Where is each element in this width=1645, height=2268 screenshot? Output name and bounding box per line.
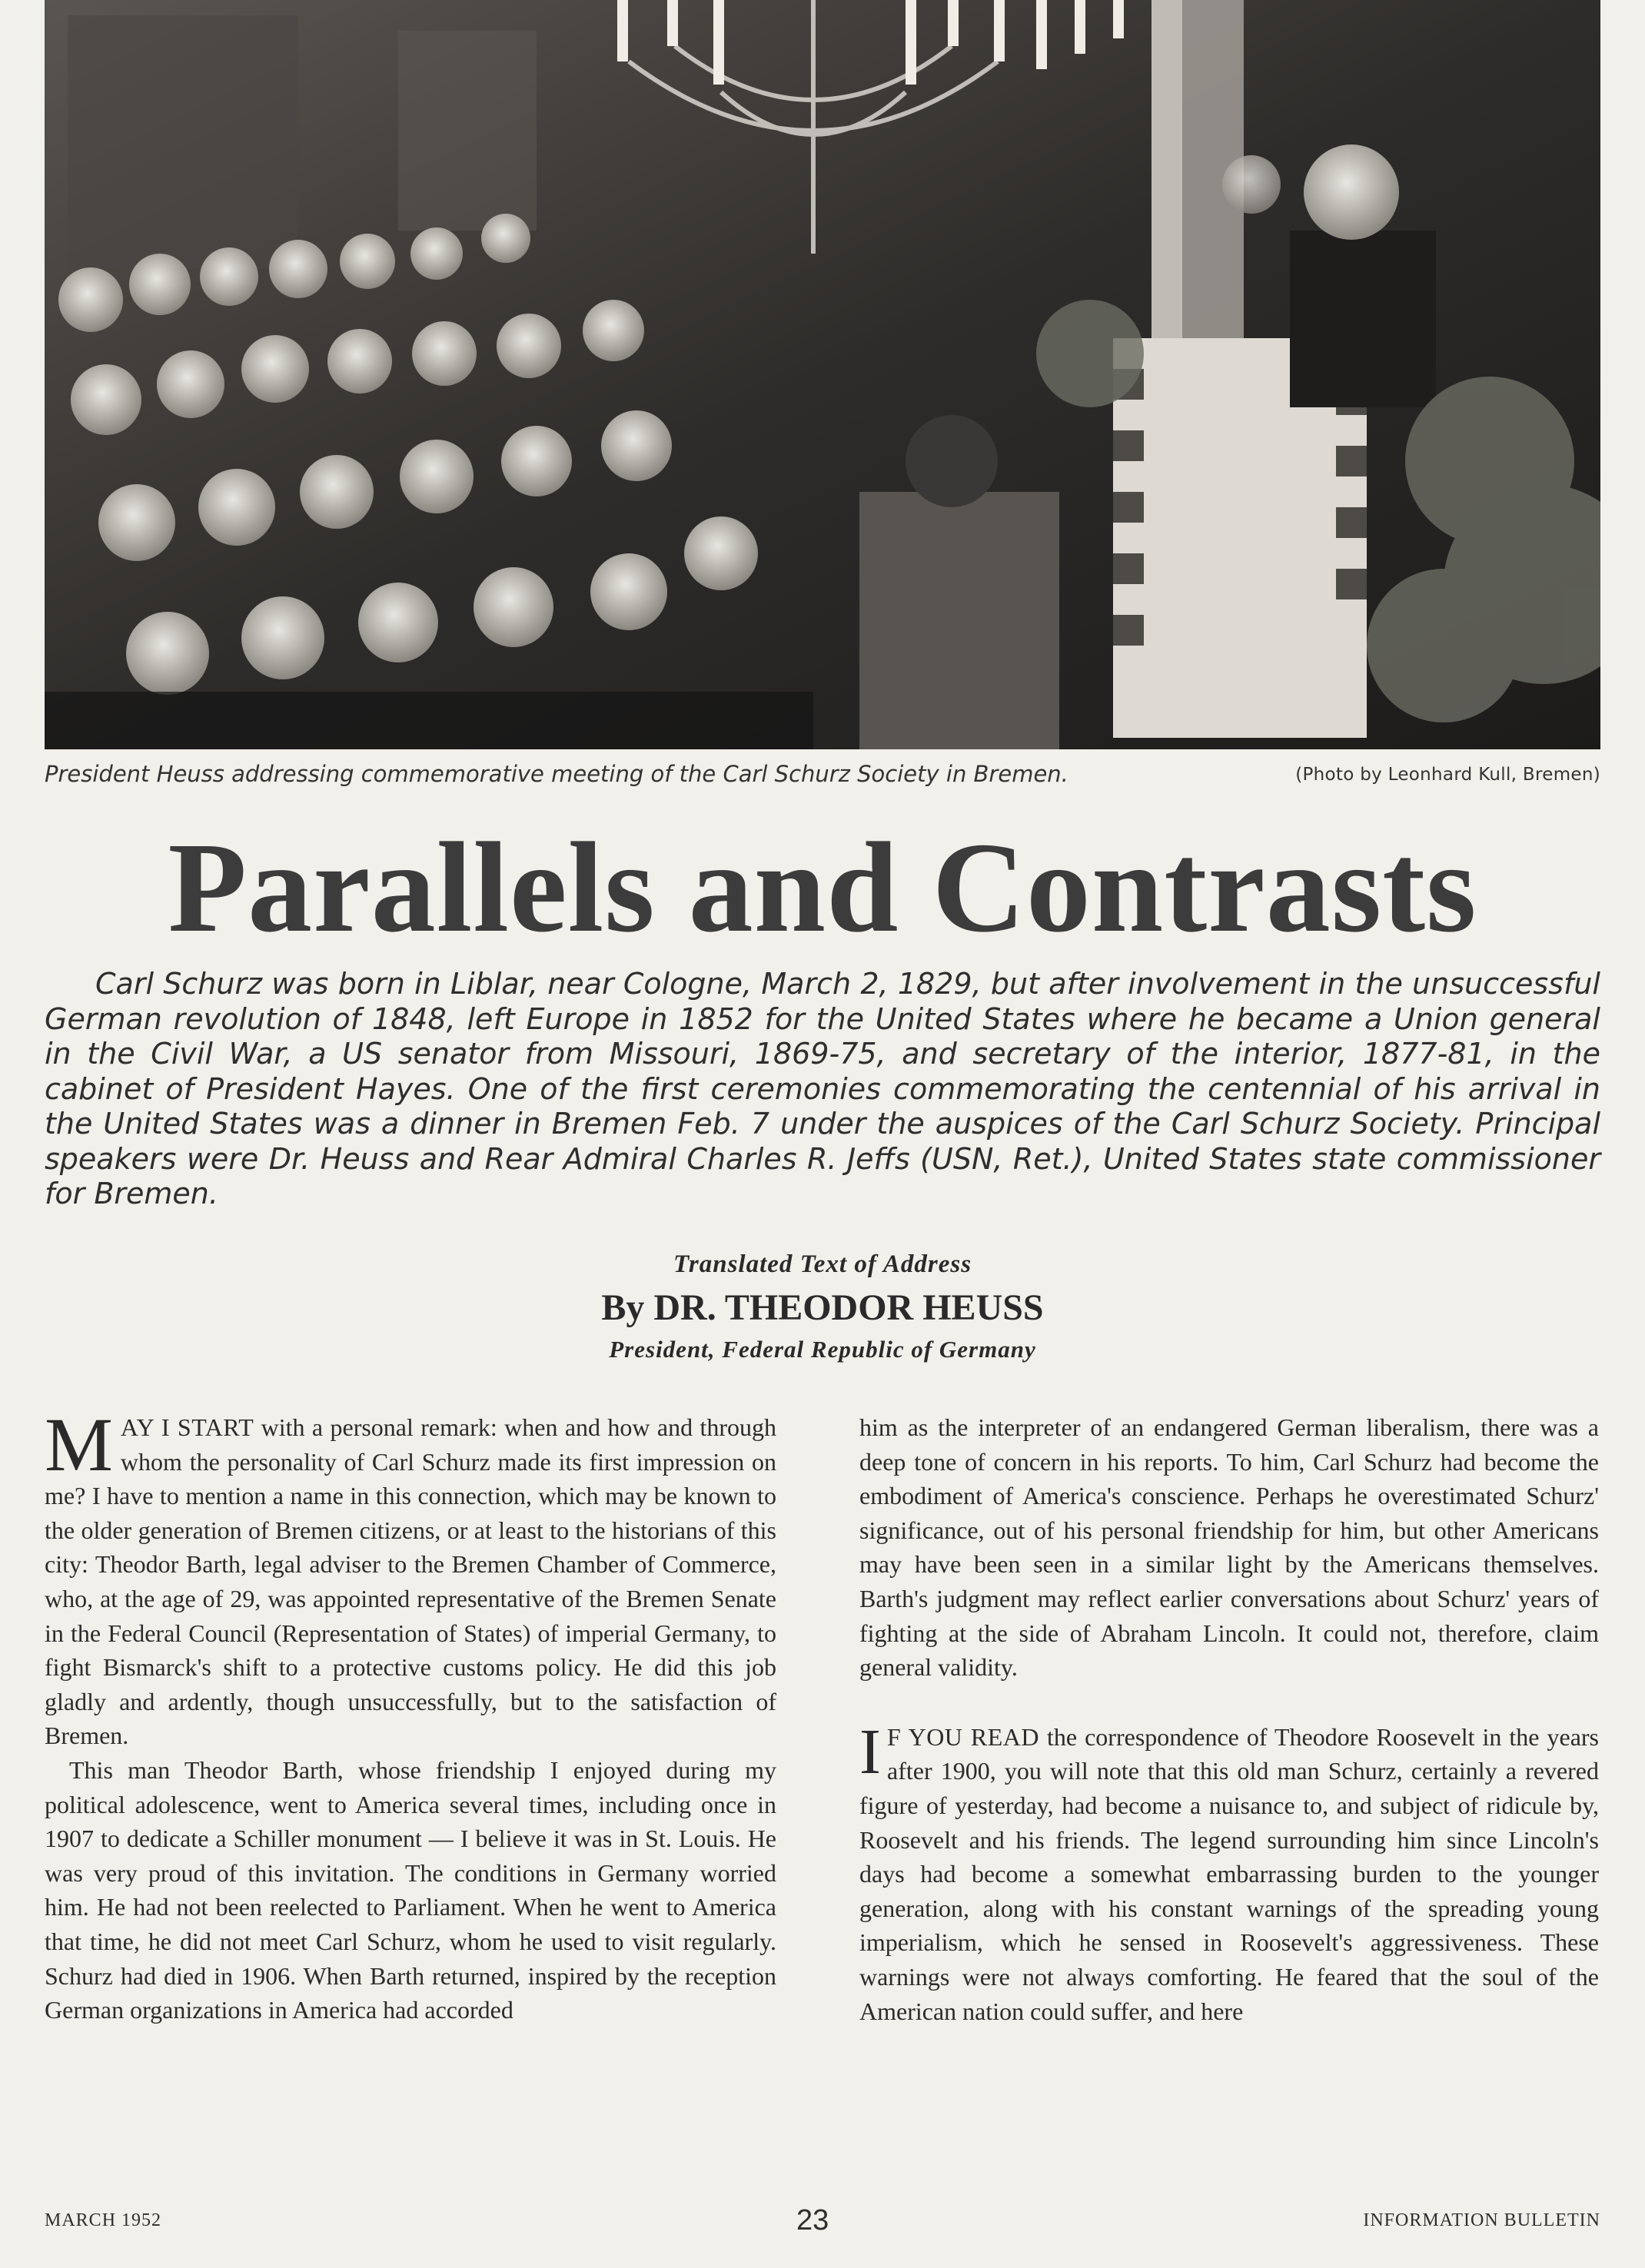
- caption-text: President Heuss addressing commemorative meeting of the Carl Schurz Society in Bremen.: [45, 761, 1068, 787]
- publication-name: INFORMATION BULLETIN: [1363, 2210, 1600, 2230]
- issue-date: MARCH 1952: [45, 2210, 162, 2230]
- paragraph: him as the interpreter of an endangered German liberalism, there was a deep tone of concern in his reports. To him, Carl Schurz had become the embodiment of America's conscience. Perhaps he overestimated Schurz' significance, out of his personal friendship for him, but other Americans may have been seen in a similar light by the Americans themselves. Barth's judgment may reflect earlier conversations about Schurz' years of fighting at the side of Abraham Lincoln. It could not, therefore, claim general validity.: [859, 1413, 1599, 1682]
- left-column: [45, 1402, 777, 2027]
- paragraph: [859, 1715, 1599, 2028]
- translated-label: Translated Text of Address: [673, 1250, 972, 1278]
- drop-cap: I: [859, 1715, 881, 1788]
- author-name: By DR. THEODOR HEUSS: [601, 1287, 1044, 1328]
- page-number: 23: [796, 2204, 829, 2236]
- event-photograph: [45, 0, 1600, 749]
- lead-in: F YOU READ: [886, 1722, 1040, 1751]
- drop-cap: M: [45, 1402, 113, 1487]
- paragraph-text: with a personal remark: when and how and through whom the personality of Carl Schurz made its first impression on me? I have to mention a name in this connection, which may be known to the older generation of Bremen citizens, or at least to the historians of this city: Theodor Barth, legal adviser to the Bremen Chamber of Commerce, who, at the age of 29, was appointed representative of the Bremen Senate in the Federal Council (Representation of States) of imperial Germany, to fight Bismarck's shift to a protective customs policy. He did this job gladly and ardently, though unsuccessfully, but to the satisfaction of Bremen.: [45, 1413, 777, 1750]
- paragraph-text: the correspondence of Theodore Roosevelt in the years after 1900, you will note that this old man Schurz, certainly a revered figure of yesterday, had become a nuisance to, and subject of ridicule by, Roosevelt and his friends. The legend surrounding him since Lincoln's days had become a somewhat embarrassing burden to the younger generation, along with his constant warnings of the spreading young imperialism, which he sensed in Roosevelt's aggressiveness. These warnings were not always comforting. He feared that the soul of the American nation could suffer, and here: [859, 1722, 1599, 2025]
- photo-illustration: [45, 0, 1600, 749]
- right-column: [859, 1410, 1599, 2028]
- article-title: Parallels and Contrasts: [168, 816, 1477, 959]
- byline-block: [0, 1245, 1645, 1366]
- paragraph: This man Theodor Barth, whose friendship I enjoyed during my political adolescence, went to America several times, including once in 1907 to dedicate a Schiller monument — I believe it was in St. Louis. He was very proud of this invitation. The conditions in Germany worried him. He had not been reelected to Parliament. When he went to America that time, he did not meet Carl Schurz, whom he used to visit regularly. Schurz had died in 1906. When Barth returned, inspired by the reception German organizations in America had accorded: [45, 1755, 776, 2024]
- photo-caption: [45, 761, 1600, 792]
- author-role: President, Federal Republic of Germany: [609, 1336, 1036, 1363]
- paragraph: [45, 1402, 777, 1753]
- photo-credit: (Photo by Leonhard Kull, Bremen): [1295, 765, 1600, 785]
- lead-in: AY I START: [120, 1413, 254, 1441]
- article-intro: Carl Schurz was born in Liblar, near Cologne, March 2, 1829, but after involvement in the unsuccessful German revolution of 1848, left Europe in 1852 for the United States where he became a Union general in the Civil War, a US senator from Missouri, 1869-75, and secretary of the interior, 1877-81, in the cabinet of President Hayes. One of the first ceremonies commemorating the centennial of his arrival in the United States was a dinner in Bremen Feb. 7 under the auspices of the Carl Schurz Society. Principal speakers were Dr. Heuss and Rear Admiral Charles R. Jeffs (USN, Ret.), United States state commissioner for Bremen.: [45, 967, 1600, 1210]
- page-footer: [45, 2204, 1600, 2243]
